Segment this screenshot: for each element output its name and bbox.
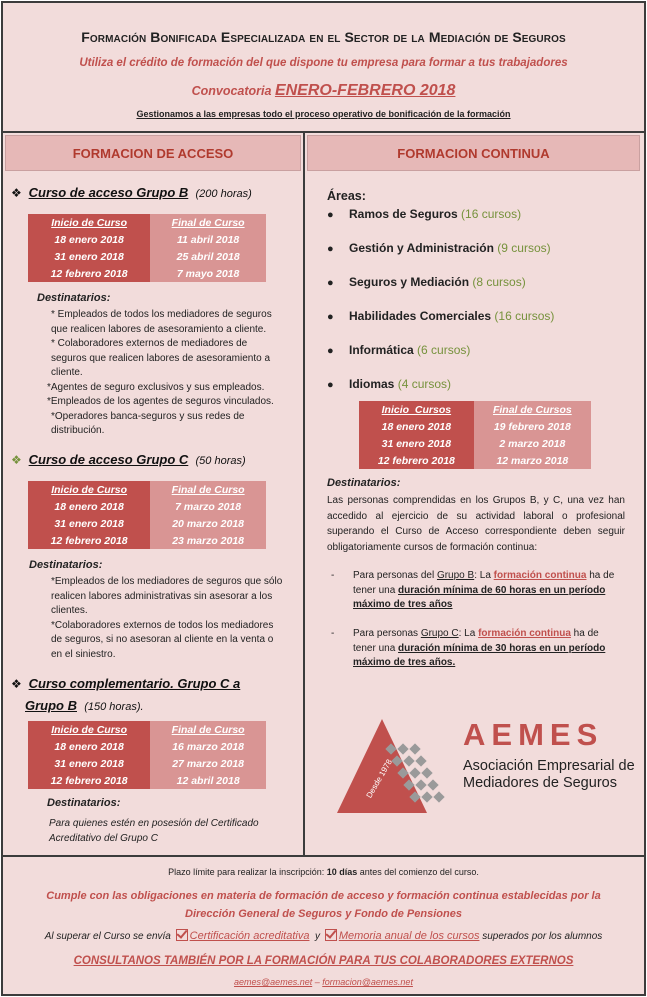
list-item: ● Seguros y Mediación (8 cursos) xyxy=(327,275,526,289)
areas-label: Áreas: xyxy=(327,189,366,203)
course-b-name: Curso de acceso Grupo B xyxy=(28,185,189,200)
course-b-dest-list xyxy=(37,308,277,439)
convocatoria xyxy=(3,82,644,100)
logo-line-2: Mediadores de Seguros xyxy=(463,775,617,791)
course-comp-dest: Para quienes estén en posesión del Certificado Acreditativo del Grupo C xyxy=(49,818,259,844)
list-item: ● Gestión y Administración (9 cursos) xyxy=(327,241,551,255)
course-c-title xyxy=(11,452,246,467)
course-c-dest-title: Destinatarios: xyxy=(29,559,103,571)
acceso-heading: FORMACION DE ACCESO xyxy=(5,135,301,171)
bullet-icon: ● xyxy=(327,209,334,221)
consult-note: CONSULTANOS TAMBIÉN POR LA FORMACIÓN PARA TUS COLABORADORES EXTERNOS xyxy=(73,955,574,967)
list-item: * Empleados de todos los mediadores de seguros que realicen labores de asesoramiento a cliente. xyxy=(51,309,272,335)
diamond-bullet-icon: ❖ xyxy=(11,453,22,467)
course-c-dates xyxy=(28,481,266,549)
course-comp-dates xyxy=(28,721,266,789)
list-item: - Para personas del Grupo B: La formación continua ha de tener una duración mínima de 60 horas en un período máximo de tres años xyxy=(331,570,615,610)
email-link-formacion[interactable]: formacion@aemes.net xyxy=(322,977,413,987)
diamond-bullet-icon: ❖ xyxy=(11,186,22,200)
course-b-hours: (200 horas) xyxy=(195,188,252,200)
table-row: 12 febrero 2018 12 marzo 2018 xyxy=(359,452,591,469)
list-item: - Para personas Grupo C: La formación continua ha de tener una duración mínima de 30 horas en un período máximo de tres años. xyxy=(331,628,606,668)
logo-since: Desde 1978 xyxy=(364,757,394,800)
course-b-dates xyxy=(28,214,266,282)
emails: aemes@aemes.net – formacion@aemes.net xyxy=(234,977,413,987)
email-link-aemes[interactable]: aemes@aemes.net xyxy=(234,977,313,987)
convocatoria-label: Convocatoria xyxy=(191,84,272,98)
diamond-bullet-icon: ❖ xyxy=(11,677,22,691)
table-row: 31 enero 2018 27 marzo 2018 xyxy=(28,755,266,772)
col-header-end: Final de Curso xyxy=(150,721,266,738)
col-header-end: Final de Cursos xyxy=(474,401,591,418)
course-comp-name-1: Curso complementario. Grupo C a xyxy=(28,676,241,691)
col-header-end: Final de Curso xyxy=(150,214,266,231)
logo-word: AEMES xyxy=(463,717,604,752)
cumple-note: Cumple con las obligaciones en materia de formación de acceso y formación continua establecidas por la Dirección General de Seguros y Fondo de Pensiones xyxy=(46,890,601,920)
list-item: ● Informática (6 cursos) xyxy=(327,343,471,357)
checkbox-icon xyxy=(176,929,188,941)
list-item: *Empleados de los mediadores de seguros que sólo realicen labores administrativas sin asesorar a los clientes. xyxy=(51,576,283,616)
table-row: 18 enero 2018 7 marzo 2018 xyxy=(28,498,266,515)
list-item: *Empleados de los agentes de seguros vinculados. xyxy=(47,396,274,407)
list-item: ● Habilidades Comerciales (16 cursos) xyxy=(327,309,555,323)
list-item: ● Ramos de Seguros (16 cursos) xyxy=(327,207,522,221)
table-row: 12 febrero 2018 23 marzo 2018 xyxy=(28,532,266,549)
course-c-name: Curso de acceso Grupo C xyxy=(28,452,189,467)
col-header-start: Inicio de Curso xyxy=(28,481,150,498)
col-header-start: Inicio Cursos xyxy=(359,401,474,418)
col-header-end: Final de Curso xyxy=(150,481,266,498)
checkbox-icon xyxy=(325,929,337,941)
table-row: 18 enero 2018 16 marzo 2018 xyxy=(28,738,266,755)
bullet-icon: ● xyxy=(327,311,334,323)
col-header-start: Inicio de Curso xyxy=(28,721,150,738)
table-row: 18 enero 2018 19 febrero 2018 xyxy=(359,418,591,435)
list-item: *Colaboradores externos de todos los mediadores de seguros, si no asesoran al cliente en la venta o en el siniestro. xyxy=(51,619,274,660)
table-row: 18 enero 2018 11 abril 2018 xyxy=(28,231,266,248)
plazo-note: Plazo límite para realizar la inscripción: 10 días antes del comienzo del curso. xyxy=(168,867,479,877)
footer xyxy=(3,855,644,996)
continua-column xyxy=(305,133,644,855)
continua-dest-title: Destinatarios: xyxy=(327,477,401,489)
bullet-icon: ● xyxy=(327,243,334,255)
course-comp-name-2: Grupo B xyxy=(25,698,77,713)
table-row: 31 enero 2018 25 abril 2018 xyxy=(28,248,266,265)
list-item: *Agentes de seguro exclusivos y sus empleados. xyxy=(47,381,265,393)
header xyxy=(3,3,644,133)
course-c-dest-list xyxy=(37,575,283,662)
subtitle: Utiliza el crédito de formación del que dispone tu empresa para formar a tus trabajadores xyxy=(79,57,568,69)
course-c-hours: (50 horas) xyxy=(195,455,246,467)
course-comp-dest-title: Destinatarios: xyxy=(47,797,121,809)
page-title: Formación Bonificada Especializada en el Sector de la Mediación de Seguros xyxy=(81,29,566,45)
continua-heading: FORMACION CONTINUA xyxy=(307,135,640,171)
course-comp-title xyxy=(11,673,240,718)
table-row: 12 febrero 2018 12 abril 2018 xyxy=(28,772,266,789)
continua-dates xyxy=(359,401,591,469)
col-header-start: Inicio de Curso xyxy=(28,214,150,231)
gestion-note: Gestionamos a las empresas todo el proceso operativo de bonificación de la formación xyxy=(136,109,511,119)
list-item: * Colaboradores externos de mediadores de seguros que realicen labores de asesoramiento a cliente. xyxy=(51,338,271,378)
table-row: 31 enero 2018 2 marzo 2018 xyxy=(359,435,591,452)
convocatoria-value: ENERO-FEBRERO 2018 xyxy=(274,82,456,99)
supera-note: Al superar el Curso se envía Certificación acreditativa y Memoria anual de los cursos superados por los alumnos xyxy=(44,930,603,942)
table-row: 31 enero 2018 20 marzo 2018 xyxy=(28,515,266,532)
course-b-dest-title: Destinatarios: xyxy=(37,292,111,304)
list-item: *Operadores banca-seguros y sus redes de distribución. xyxy=(51,410,245,436)
flyer xyxy=(1,1,646,996)
acceso-column xyxy=(3,133,305,855)
table-row: 12 febrero 2018 7 mayo 2018 xyxy=(28,265,266,282)
bullet-icon: ● xyxy=(327,379,334,391)
continua-dest-text: Las personas comprendidas en los Grupos B, y C, una vez han accedido al ejercicio de su actividad laboral o profesional superando el Curso de Acceso correspondiente deben seguir obligatoriamente cursos de formación continua: xyxy=(327,495,625,553)
bullet-icon: ● xyxy=(327,277,334,289)
logo-line-1: Asociación Empresarial de xyxy=(463,758,635,774)
bullet-icon: ● xyxy=(327,345,334,357)
list-item: ● Idiomas (4 cursos) xyxy=(327,377,452,391)
course-b-title xyxy=(11,185,252,200)
course-comp-hours: (150 horas). xyxy=(84,701,144,713)
